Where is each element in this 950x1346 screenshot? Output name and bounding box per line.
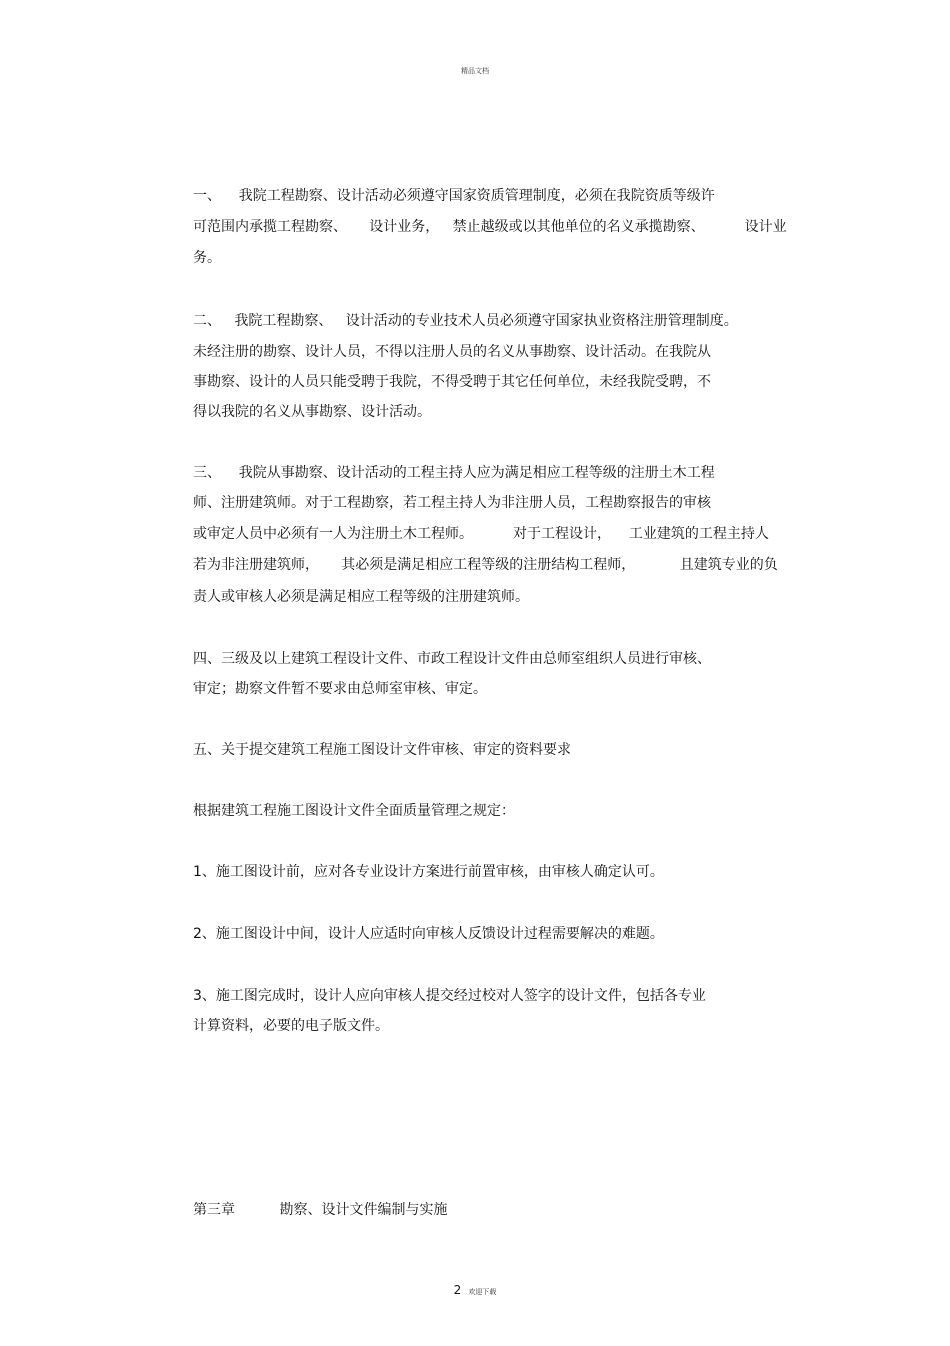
item-3-line-1: 3、施工图完成时，设计人应向审核人提交经过校对人签字的设计文件，包括各专业	[193, 988, 706, 1004]
clause-3-line-2: 师、注册建筑师。对于工程勘察，若工程主持人为非注册人员，工程勘察报告的审核	[193, 495, 711, 511]
clause-3-line-4: 若为非注册建筑师， 其必须是满足相应工程等级的注册结构工程师， 且建筑专业的负	[193, 557, 778, 573]
clause-1-line-1: 一、 我院工程勘察、设计活动必须遵守国家资质管理制度，必须在我院资质等级许	[193, 188, 715, 204]
item-1: 1、施工图设计前，应对各专业设计方案进行前置审核，由审核人确定认可。	[193, 864, 664, 880]
clause-2-line-4: 得以我院的名义从事勘察、设计活动。	[193, 404, 431, 420]
page-header: 精品文档	[461, 67, 489, 75]
clause-3-line-3: 或审定人员中必须有一人为注册土木工程师。 对于工程设计， 工业建筑的工程主持人	[193, 526, 769, 542]
clause-3-line-1: 三、 我院从事勘察、设计活动的工程主持人应为满足相应工程等级的注册土木工程	[193, 465, 715, 481]
clause-2-line-1: 二、 我院工程勘察、 设计活动的专业技术人员必须遵守国家执业资格注册管理制度。	[193, 313, 738, 329]
clause-1-line-3: 务。	[193, 250, 221, 266]
footer-text: 欢迎下载	[468, 1288, 497, 1296]
clause-1-line-2: 可范围内承揽工程勘察、 设计业务， 禁止越级或以其他单位的名义承揽勘察、 设计业	[193, 219, 787, 235]
item-2: 2、施工图设计中间，设计人应适时向审核人反馈设计过程需要解决的难题。	[193, 926, 664, 942]
clause-2-line-2: 未经注册的勘察、设计人员，不得以注册人员的名义从事勘察、设计活动。在我院从	[193, 344, 711, 360]
page-number: 2	[453, 1283, 462, 1297]
clause-2-line-3: 事勘察、设计的人员只能受聘于我院，不得受聘于其它任何单位，未经我院受聘，不	[193, 374, 711, 390]
item-3-line-2: 计算资料，必要的电子版文件。	[193, 1018, 389, 1034]
page-footer	[0, 1279, 950, 1298]
clause-3-line-5: 责人或审核人必须是满足相应工程等级的注册建筑师。	[193, 589, 529, 605]
chapter-heading: 第三章 勘察、设计文件编制与实施	[193, 1202, 448, 1218]
regulation-intro: 根据建筑工程施工图设计文件全面质量管理之规定：	[193, 803, 515, 819]
clause-4-line-2: 审定；勘察文件暂不要求由总师室审核、审定。	[193, 681, 487, 697]
clause-5-heading: 五、关于提交建筑工程施工图设计文件审核、审定的资料要求	[193, 742, 571, 758]
clause-4-line-1: 四、三级及以上建筑工程设计文件、市政工程设计文件由总师室组织人员进行审核、	[193, 651, 711, 667]
